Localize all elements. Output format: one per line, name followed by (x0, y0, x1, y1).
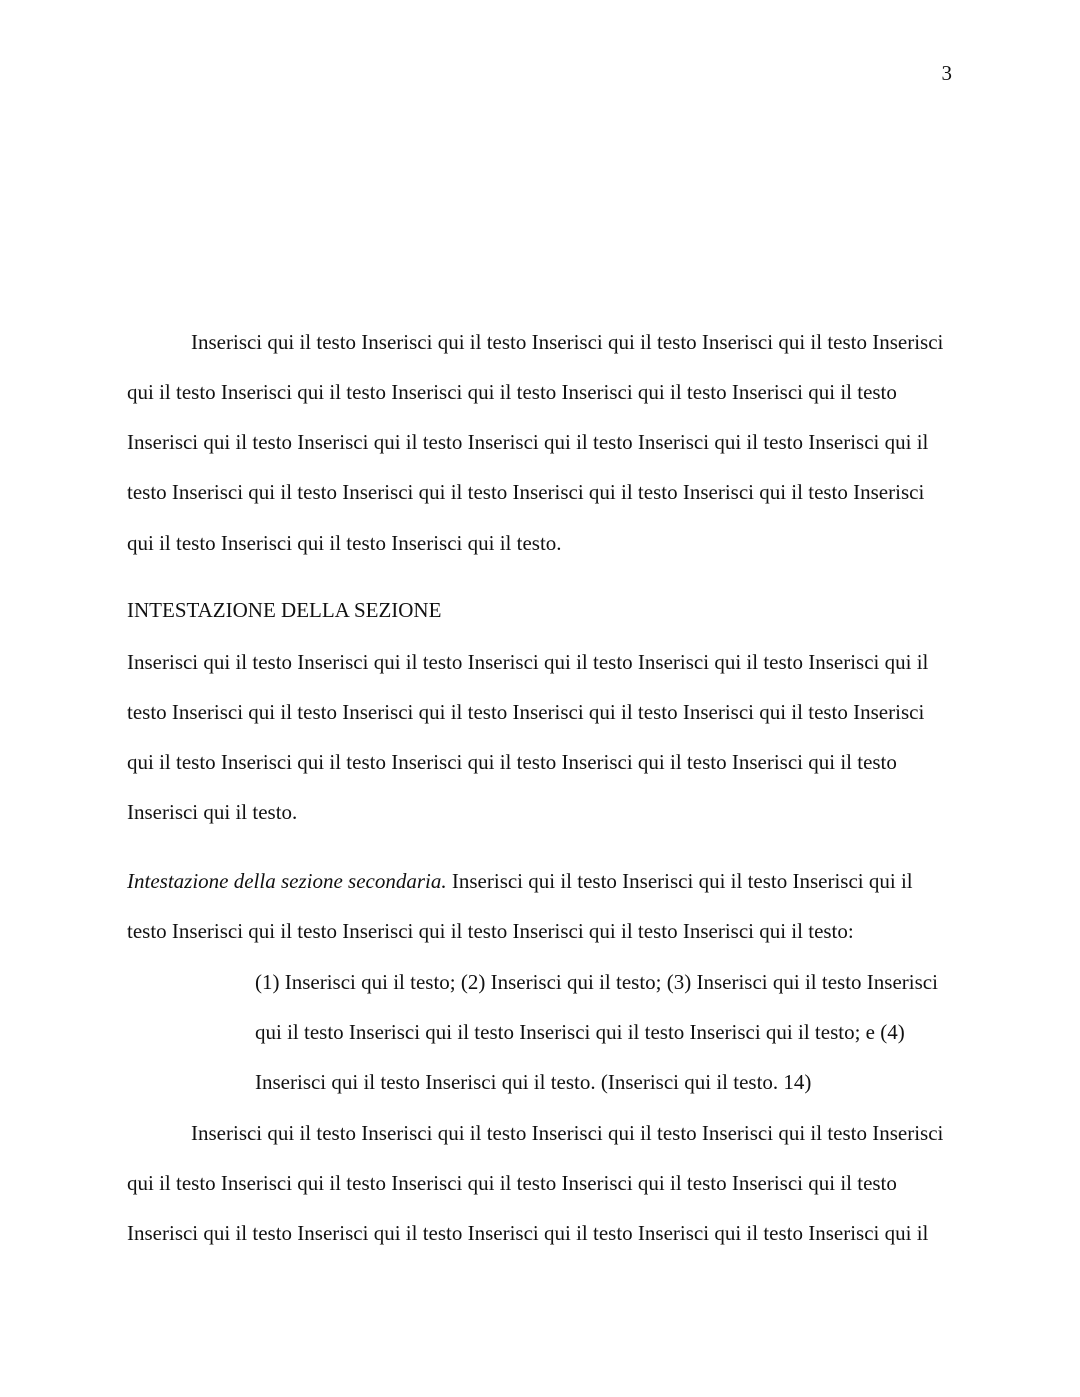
secondary-section-heading: Intestazione della sezione secondaria. (127, 869, 447, 893)
block-quote-line: (1) Inserisci qui il testo; (2) Inserisci qui il testo; (3) Inserisci qui il testo Inserisci (255, 970, 938, 994)
paragraph-2-line: Inserisci qui il testo Inserisci qui il testo Inserisci qui il testo Inserisci qui il testo Inserisci qui il (127, 650, 929, 674)
section-heading: INTESTAZIONE DELLA SEZIONE (127, 598, 442, 622)
paragraph-1-line: qui il testo Inserisci qui il testo Inserisci qui il testo Inserisci qui il testo Inserisci qui il testo (127, 380, 897, 404)
paragraph-1-line: qui il testo Inserisci qui il testo Inserisci qui il testo. (127, 531, 562, 555)
paragraph-4-line: Inserisci qui il testo Inserisci qui il testo Inserisci qui il testo Inserisci qui il testo Inserisci (191, 1121, 944, 1145)
paragraph-1-line: testo Inserisci qui il testo Inserisci qui il testo Inserisci qui il testo Inserisci qui il testo Inserisci (127, 480, 925, 504)
paragraph-1-line: Inserisci qui il testo Inserisci qui il testo Inserisci qui il testo Inserisci qui il testo Inserisci (191, 330, 944, 354)
paragraph-2-line: Inserisci qui il testo. (127, 800, 298, 824)
paragraph-3-text: Inserisci qui il testo Inserisci qui il testo Inserisci qui il (446, 869, 913, 893)
page-number: 3 (941, 61, 952, 85)
paragraph-4-line: Inserisci qui il testo Inserisci qui il testo Inserisci qui il testo Inserisci qui il testo Inserisci qui il (127, 1221, 929, 1245)
paragraph-4-line: qui il testo Inserisci qui il testo Inserisci qui il testo Inserisci qui il testo Inserisci qui il testo (127, 1171, 897, 1195)
paragraph-1-line: Inserisci qui il testo Inserisci qui il testo Inserisci qui il testo Inserisci qui il testo Inserisci qui il (127, 430, 929, 454)
paragraph-3-line (127, 868, 913, 894)
paragraph-2-line: testo Inserisci qui il testo Inserisci qui il testo Inserisci qui il testo Inserisci qui il testo Inserisci (127, 700, 925, 724)
block-quote-line: qui il testo Inserisci qui il testo Inserisci qui il testo Inserisci qui il testo; e (4) (255, 1020, 905, 1044)
paragraph-2-line: qui il testo Inserisci qui il testo Inserisci qui il testo Inserisci qui il testo Inserisci qui il testo (127, 750, 897, 774)
block-quote-line: Inserisci qui il testo Inserisci qui il testo. (Inserisci qui il testo. 14) (255, 1070, 812, 1094)
paragraph-3-line: testo Inserisci qui il testo Inserisci qui il testo Inserisci qui il testo Inserisci qui il testo: (127, 919, 854, 943)
